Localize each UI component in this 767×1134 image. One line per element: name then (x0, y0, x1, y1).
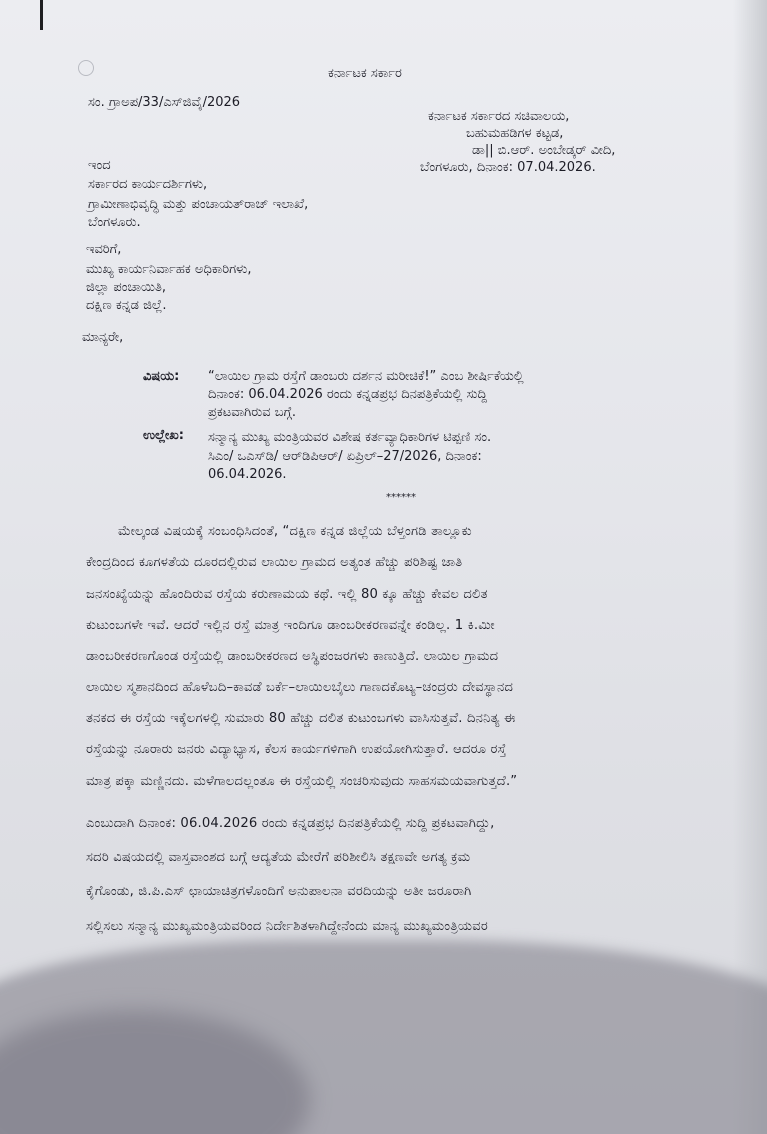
to-label: ಇವರಿಗೆ, (86, 242, 122, 257)
body-line-5: ಡಾಂಬರೀಕರಣಗೊಂಡ ರಸ್ತೆಯಲ್ಲಿ ಡಾಂಬರೀಕರಣದ ಅಸ್ಥಿಪಂಜರಗಳು ಕಾಣುತ್ತಿದೆ. ಲಾಯಿಲ ಗ್ರಾಮದ (86, 649, 499, 664)
body-line-11: ಸದರಿ ವಿಷಯದಲ್ಲಿ ವಾಸ್ತವಾಂಶದ ಬಗ್ಗೆ ಆದ್ಯತೆಯ ಮೇರೆಗೆ ಪರಿಶೀಲಿಸಿ ತಕ್ಷಣವೇ ಅಗತ್ಯ ಕ್ರಮ (86, 850, 471, 865)
reference-line-2: ಸಿಎಂ/ ಒಎಸ್‌ಡಿ/ ಆರ್‌ಡಿಪಿಆರ್/ ಏಪ್ರಿಲ್–27/2026, ದಿನಾಂಕ: (208, 449, 482, 464)
body-line-3: ಜನಸಂಖ್ಯೆಯನ್ನು ಹೊಂದಿರುವ ರಸ್ತೆಯ ಕರುಣಾಮಯ ಕಥೆ. ಇಲ್ಲಿ 80 ಕ್ಕೂ ಹೆಚ್ಚು ಕೇವಲ ದಲಿತ (86, 587, 488, 602)
subject-line-3: ಪ್ರಕಟವಾಗಿರುವ ಬಗ್ಗೆ. (208, 405, 297, 420)
to-line-1: ಮುಖ್ಯ ಕಾರ್ಯನಿರ್ವಾಹಕ ಅಧಿಕಾರಿಗಳು, (86, 262, 252, 277)
reference-line-1: ಸನ್ಮಾನ್ಯ ಮುಖ್ಯ ಮಂತ್ರಿಯವರ ವಿಶೇಷ ಕರ್ತವ್ಯಾಧಿಕಾರಿಗಳ ಟಿಪ್ಪಣಿ ಸಂ. (208, 430, 492, 445)
punch-hole-mark (78, 60, 94, 76)
subject-line-1: “ಲಾಯಿಲ ಗ್ರಾಮ ರಸ್ತೆಗೆ ಡಾಂಬರು ದರ್ಶನ ಮರೀಚಿಕೆ!” ಎಂಬ ಶೀರ್ಷಿಕೆಯಲ್ಲಿ (208, 369, 524, 384)
office-date-line: ಬೆಂಗಳೂರು, ದಿನಾಂಕ: 07.04.2026. (420, 160, 596, 175)
subject-line-2: ದಿನಾಂಕ: 06.04.2026 ರಂದು ಕನ್ನಡಪ್ರಭ ದಿನಪತ್ರಿಕೆಯಲ್ಲಿ ಸುದ್ದಿ (208, 387, 488, 402)
government-title: ಕರ್ನಾಟಕ ಸರ್ಕಾರ (328, 66, 402, 81)
reference-number: ಸಂ. ಗ್ರಾಅಪ/33/ಎಸ್‌ಜಿವೈ/2026 (88, 95, 241, 110)
body-line-1: ಮೇಲ್ಕಂಡ ವಿಷಯಕ್ಕೆ ಸಂಬಂಧಿಸಿದಂತೆ, “ದಕ್ಷಿಣ ಕನ್ನಡ ಜಿಲ್ಲೆಯ ಬೆಳ್ತಂಗಡಿ ತಾಲ್ಲೂಕು (118, 524, 472, 539)
body-line-9: ಮಾತ್ರ ಪಕ್ಕಾ ಮಣ್ಣಿನದು. ಮಳೆಗಾಲದಲ್ಲಂತೂ ಈ ರಸ್ತೆಯಲ್ಲಿ ಸಂಚರಿಸುವುದು ಸಾಹಸಮಯವಾಗುತ್ತದೆ.” (86, 774, 518, 789)
from-line-3: ಬೆಂಗಳೂರು. (88, 215, 141, 230)
office-line-2: ಬಹುಮಹಡಿಗಳ ಕಟ್ಟಡ, (466, 126, 564, 141)
body-line-8: ರಸ್ತೆಯನ್ನು ನೂರಾರು ಜನರು ವಿದ್ಯಾಭ್ಯಾಸ, ಕೆಲಸ ಕಾರ್ಯಗಳಿಗಾಗಿ ಉಪಯೋಗಿಸುತ್ತಾರೆ. ಆದರೂ ರಸ್ತೆ (86, 742, 507, 757)
body-line-12: ಕೈಗೊಂಡು, ಜಿ.ಪಿ.ಎಸ್ ಛಾಯಾಚಿತ್ರಗಳೊಂದಿಗೆ ಅನುಪಾಲನಾ ವರದಿಯನ್ನು ಅತೀ ಜರೂರಾಗಿ (86, 884, 472, 899)
body-line-2: ಕೇಂದ್ರದಿಂದ ಕೂಗಳತೆಯ ದೂರದಲ್ಲಿರುವ ಲಾಯಿಲ ಗ್ರಾಮದ ಅತ್ಯಂತ ಹೆಚ್ಚು ಪರಿಶಿಷ್ಟ ಜಾತಿ (86, 555, 463, 570)
office-line-1: ಕರ್ನಾಟಕ ಸರ್ಕಾರದ ಸಚಿವಾಲಯ, (428, 109, 570, 124)
office-line-3: ಡಾ|| ಬಿ.ಆರ್. ಅಂಬೇಡ್ಕರ್ ವೀದಿ, (472, 143, 616, 158)
page-edge (733, 0, 767, 1134)
body-line-7: ತನಕದ ಈ ರಸ್ತೆಯ ಇಕ್ಕೆಲಗಳಲ್ಲಿ ಸುಮಾರು 80 ಹೆಚ್ಚು ದಲಿತ ಕುಟುಂಬಗಳು ವಾಸಿಸುತ್ತವೆ. ದಿನನಿತ್ಯ ಈ (86, 711, 516, 726)
salutation: ಮಾನ್ಯರೇ, (82, 330, 124, 345)
subject-label: ವಿಷಯ: (143, 369, 180, 384)
from-line-1: ಸರ್ಕಾರದ ಕಾರ್ಯದರ್ಶಿಗಳು, (88, 177, 208, 192)
reference-label: ಉಲ್ಲೇಖ: (143, 428, 184, 443)
body-line-6: ಲಾಯಿಲ ಸ್ಮಶಾನದಿಂದ ಹೊಳೆಬದಿ–ಕಾವಡೆ ಬರ್ಕೆ–ಲಾಯಿಲಬೈಲು ಗಾಣದಕೊಟ್ಯ–ಚಂದ್ರರು ದೇವಸ್ಥಾನದ (86, 680, 514, 695)
body-line-13: ಸಲ್ಲಿಸಲು ಸನ್ಮಾನ್ಯ ಮುಖ್ಯಮಂತ್ರಿಯವರಿಂದ ನಿರ್ದೇಶಿತಳಾಗಿದ್ದೇನೆಂದು ಮಾನ್ಯ ಮುಖ್ಯಮಂತ್ರಿಯವರ (86, 919, 489, 934)
to-line-2: ಜಿಲ್ಲಾ ಪಂಚಾಯಿತಿ, (86, 280, 166, 295)
from-label: ಇಂದ (88, 158, 111, 173)
body-line-4: ಕುಟುಂಬಗಳೇ ಇವೆ. ಆದರೆ ಇಲ್ಲಿನ ರಸ್ತೆ ಮಾತ್ರ ಇಂದಿಗೂ ಡಾಂಬರೀಕರಣವನ್ನೇ ಕಂಡಿಲ್ಲ. 1 ಕಿ.ಮೀ (86, 618, 495, 633)
body-line-10: ಎಂಬುದಾಗಿ ದಿನಾಂಕ: 06.04.2026 ರಂದು ಕನ್ನಡಪ್ರಭ ದಿನಪತ್ರಿಕೆಯಲ್ಲಿ ಸುದ್ದಿ ಪ್ರಕಟವಾಗಿದ್ದು, (86, 816, 495, 831)
pen-mark (40, 0, 43, 30)
from-line-2: ಗ್ರಾಮೀಣಾಭಿವೃದ್ಧಿ ಮತ್ತು ಪಂಚಾಯತ್‌ರಾಜ್ ಇಲಾಖೆ, (88, 197, 309, 212)
to-line-3: ದಕ್ಷಿಣ ಕನ್ನಡ ಜಿಲ್ಲೆ. (86, 298, 167, 313)
section-separator: ****** (386, 492, 416, 503)
reference-line-3: 06.04.2026. (208, 467, 287, 482)
